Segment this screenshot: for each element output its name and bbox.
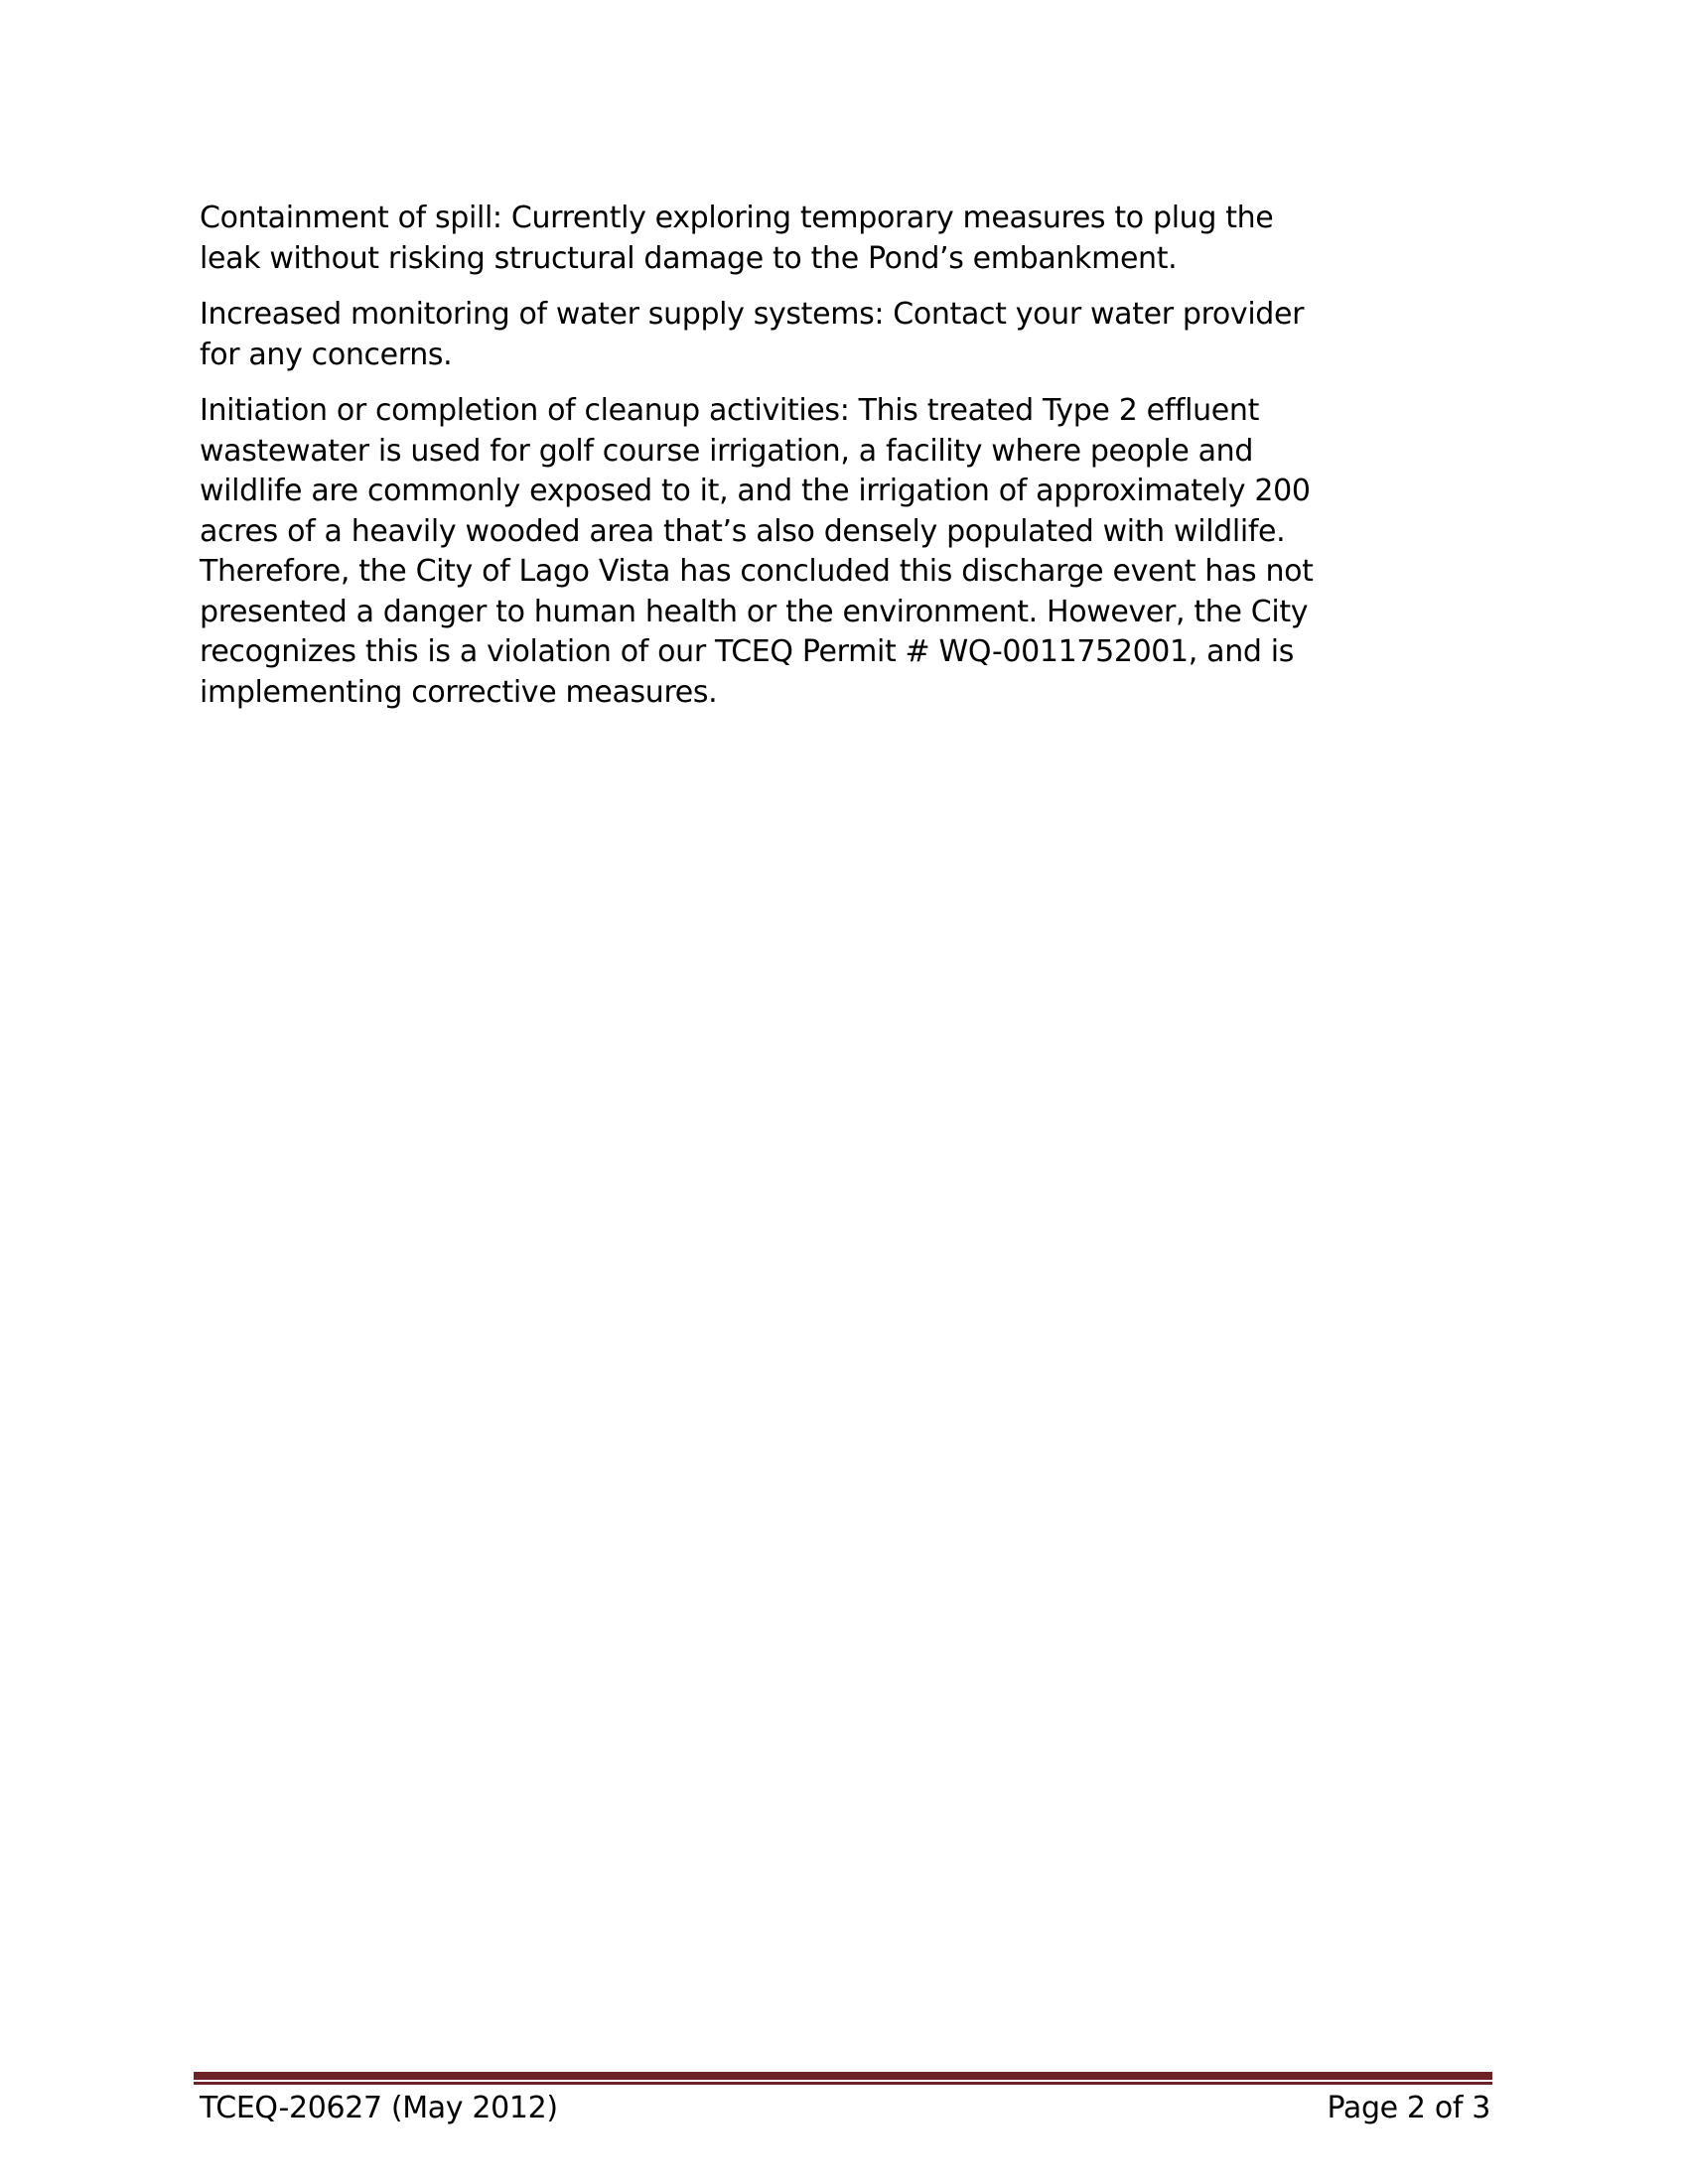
text-line: wildlife are commonly exposed to it, and the irrigation of approximately 200: [200, 474, 1311, 508]
text-line: Initiation or completion of cleanup activities: This treated Type 2 effluent: [200, 393, 1259, 428]
text-line: recognizes this is a violation of our TCEQ Permit # WQ-0011752001, and is: [200, 634, 1294, 669]
paragraph-cleanup-activities: [200, 391, 1500, 713]
text-line: leak without risking structural damage to the Pond’s embankment.: [200, 240, 1178, 276]
text-line: Therefore, the City of Lago Vista has concluded this discharge event has not: [200, 554, 1314, 589]
paragraph-water-supply-monitoring: [200, 295, 1500, 375]
page-footer: [200, 2089, 1490, 2128]
text-line: wastewater is used for golf course irrigation, a facility where people and: [200, 433, 1254, 469]
document-body: [200, 199, 1500, 729]
footer-divider: [194, 2072, 1492, 2085]
text-line: implementing corrective measures.: [200, 674, 718, 710]
text-line: presented a danger to human health or the environment. However, the City: [200, 594, 1309, 629]
footer-page-number: Page 2 of 3: [1327, 2091, 1490, 2125]
footer-divider-thick-rule: [194, 2072, 1492, 2080]
footer-divider-thin-rule: [194, 2082, 1492, 2085]
text-line: Increased monitoring of water supply systems: Contact your water provider: [200, 297, 1305, 332]
text-line: for any concerns.: [200, 337, 453, 372]
text-line: Containment of spill: Currently exploring temporary measures to plug the: [200, 201, 1274, 235]
paragraph-containment-of-spill: [200, 199, 1500, 279]
footer-form-id: TCEQ-20627 (May 2012): [200, 2091, 558, 2125]
text-line: acres of a heavily wooded area that’s also densely populated with wildlife.: [200, 513, 1286, 549]
